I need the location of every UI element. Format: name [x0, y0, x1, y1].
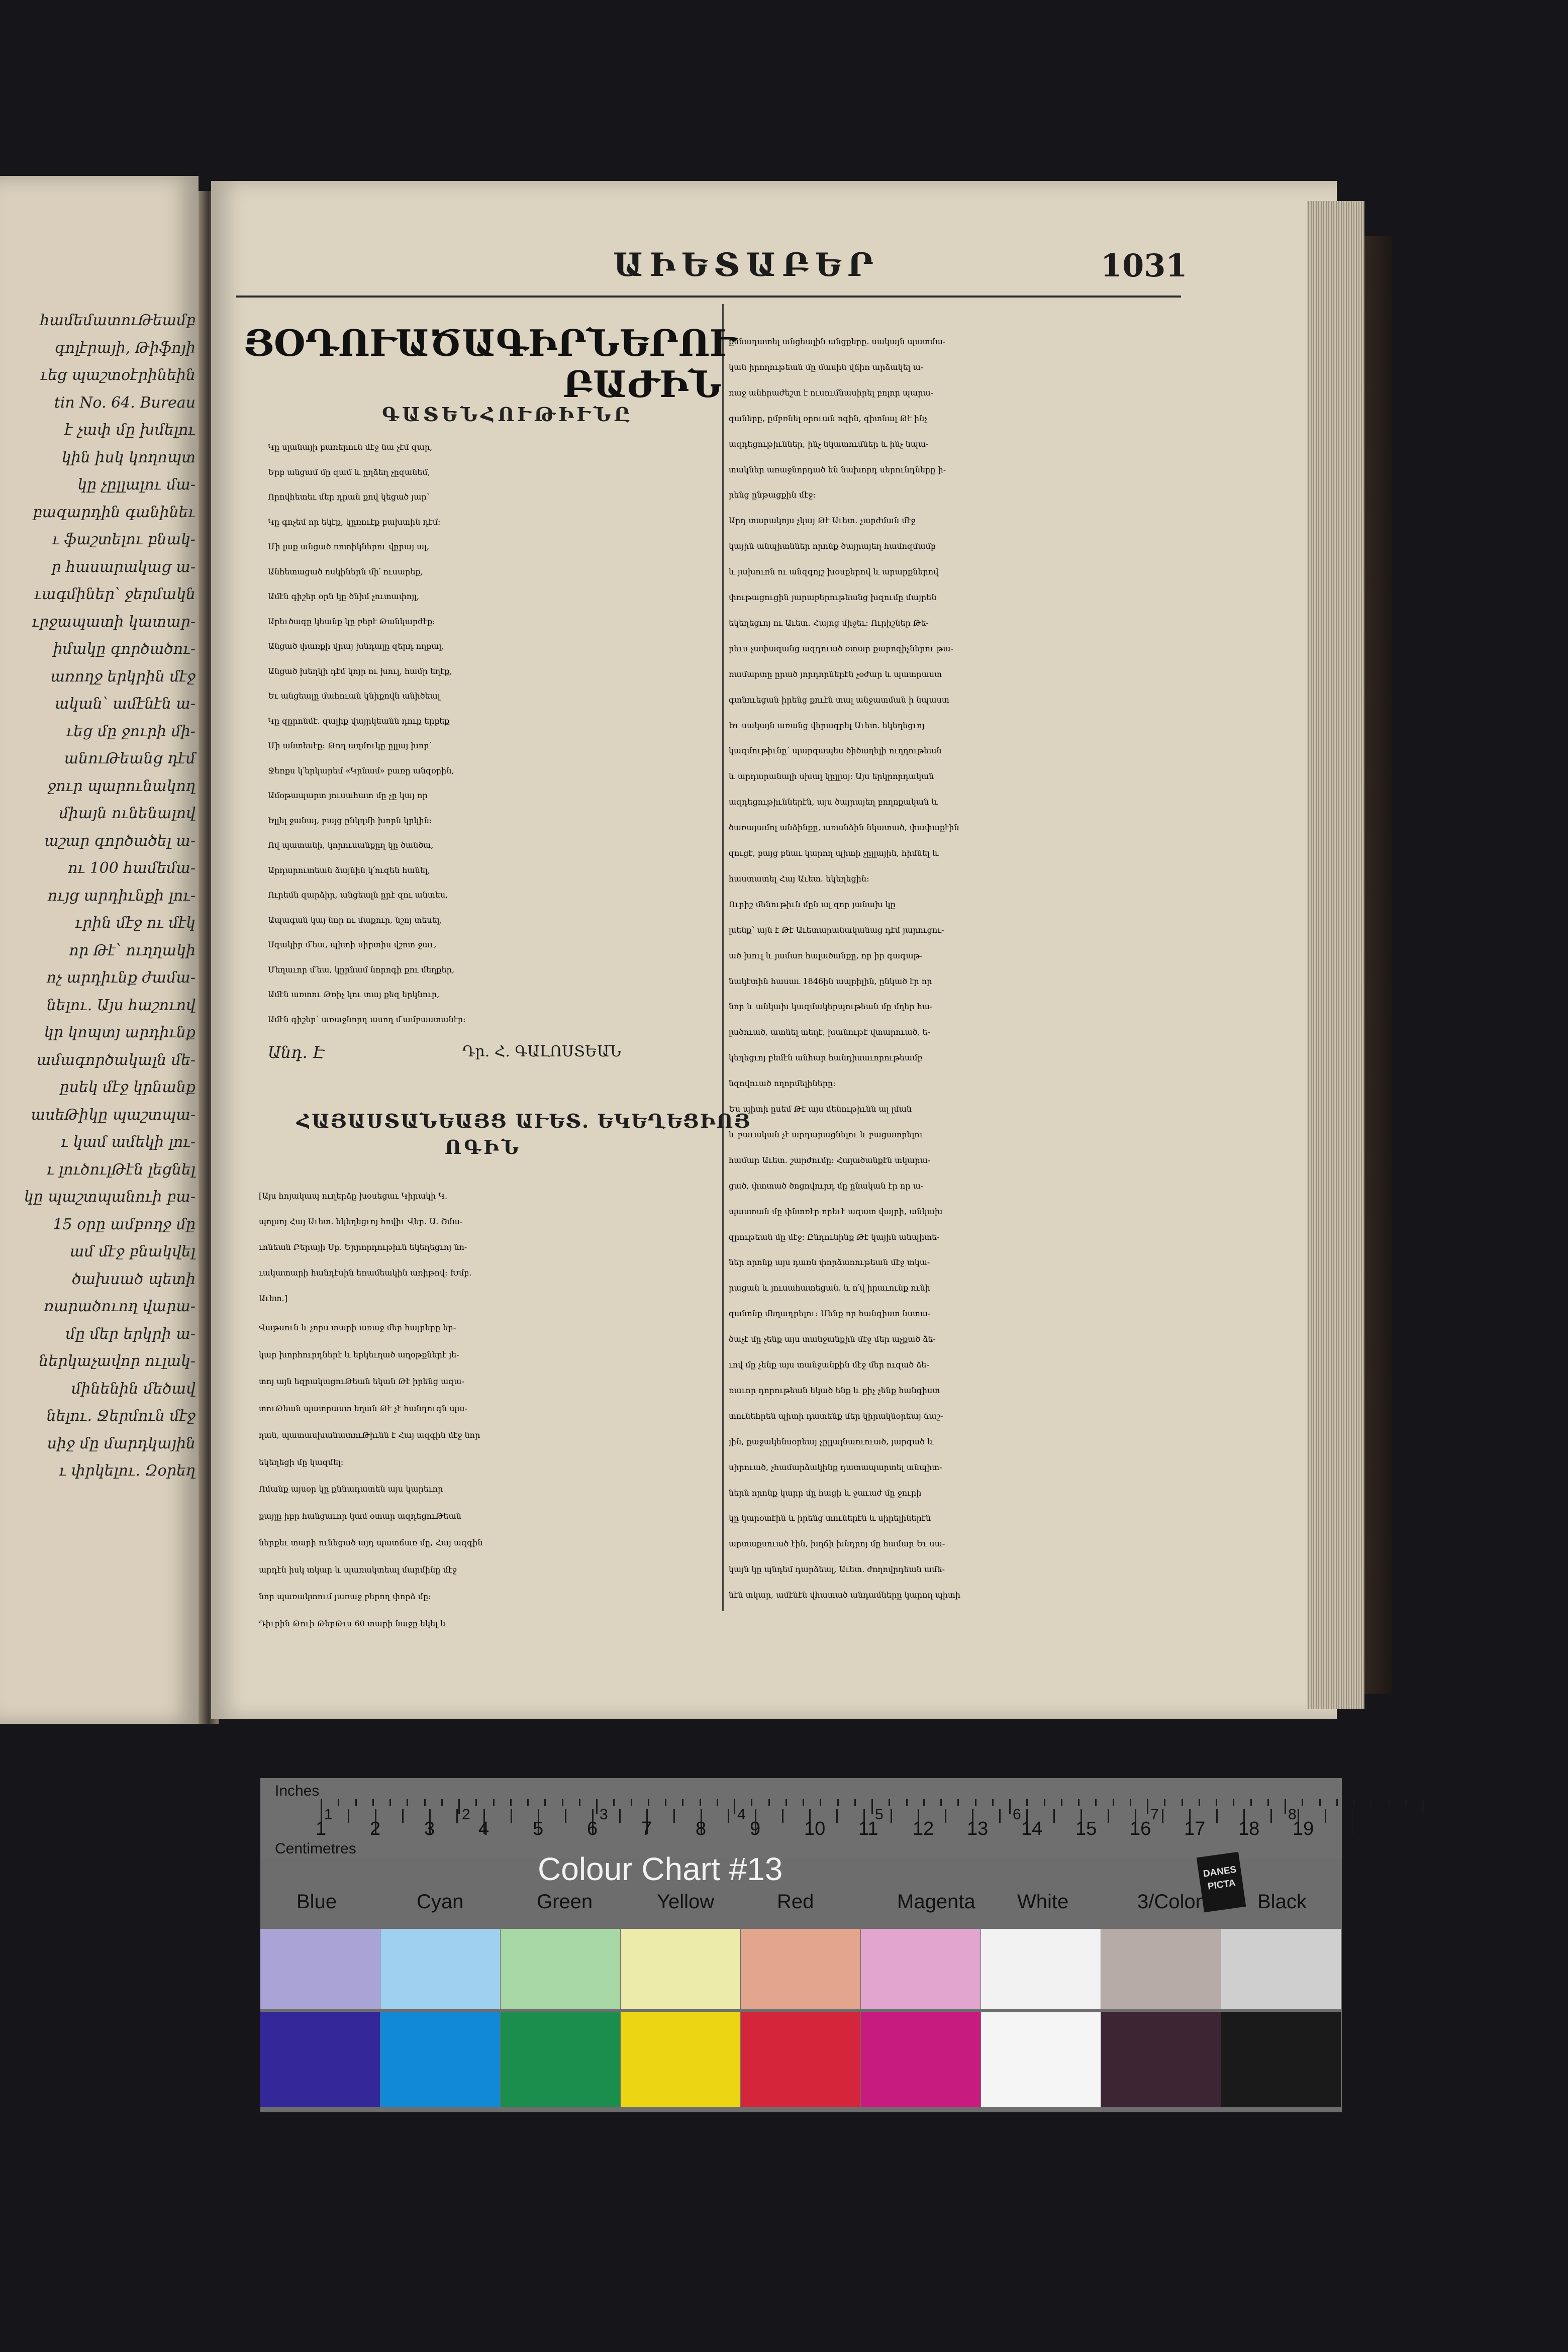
left-page-line: ջուր պարունակող: [47, 777, 195, 795]
swatch-dark: [1101, 2012, 1221, 2107]
swatch-dark: [260, 2012, 380, 2107]
right-column-line: զրութեան մը մէջ։ Ընդունինք Թէ կային անպիտե-: [729, 1232, 940, 1242]
left-page-line: գոլէրայի, Թիֆոյի: [54, 339, 195, 357]
right-column-line: հաստատել Հայ Աւետ. եկեղեցին։: [729, 873, 869, 884]
cm-number: 6: [587, 1818, 598, 1839]
inch-tick: [734, 1799, 735, 1814]
swatch-light: [1221, 1929, 1341, 2009]
left-page-line: 15 օրը ամբողջ մը: [53, 1215, 195, 1233]
inch-tick: [1164, 1799, 1165, 1806]
cm-tick: [1108, 1809, 1109, 1823]
inch-tick: [975, 1799, 976, 1806]
article-line: արդէն իսկ տկար և պառակտեալ մարմինը մէջ: [259, 1564, 457, 1575]
left-page-line: ռարածուող վարա-: [44, 1298, 195, 1315]
right-column-line: ներն որոնք կարր մը հացի և ջաւաժ մը ջուրի: [729, 1488, 922, 1498]
right-column-line: Եւ սակայն առանց վերագրել Աւետ. եկեղեցւոյ: [729, 720, 925, 730]
cm-number: 8: [696, 1818, 707, 1839]
right-column-line: ած խուլ և յամառ հալածանքը, որ իր գագաթ-: [729, 950, 923, 960]
right-column-line: համար Աւետ. շարժումը։ Հալածանքէն տկարա-: [729, 1155, 931, 1165]
swatch-dark: [380, 2012, 500, 2107]
danes-picta-logo: DANES PICTA: [1197, 1852, 1246, 1913]
article-line: Վաթսուն և չորս տարի առաջ մեր հայրերը եր-: [259, 1323, 456, 1332]
left-page-line: իմակը գործածու-: [53, 640, 195, 658]
cm-number: 11: [858, 1818, 878, 1839]
swatch-light: [621, 1929, 740, 2009]
cm-number: 19: [1293, 1818, 1314, 1839]
article-intro-line: [Այս հոյակապ ուղերձը խօսեցաւ Կիրակի Կ.: [259, 1191, 448, 1201]
inch-tick: [1267, 1799, 1269, 1806]
left-page-fragment: [0, 176, 199, 1724]
left-page-line: որ Թէ՝ ուղղակի: [69, 941, 195, 959]
inch-tick: [1044, 1799, 1045, 1806]
left-page-line: ներկաչավոր ուլակ-: [39, 1352, 195, 1370]
left-page-line: կը պաշտպանուի բա-: [24, 1188, 195, 1206]
cm-tick: [728, 1809, 729, 1823]
cm-number: 3: [424, 1818, 435, 1839]
inch-tick: [631, 1799, 632, 1806]
article-title-continued: ՈԳԻՆ: [445, 1136, 522, 1158]
right-column-line: տակներ առաջնորդած են նախորդ սերունդները ի-: [729, 464, 946, 474]
article-intro-line: պոլսոյ Հայ Աւետ. եկեղեցւոյ հովիւ Վեր. Ա. Շմա-: [259, 1217, 463, 1226]
cm-number: 14: [1021, 1818, 1043, 1839]
inch-tick: [1130, 1799, 1131, 1806]
inch-tick: [665, 1799, 666, 1806]
swatch-dark: [501, 2012, 620, 2107]
right-column-line: կազմութիւնը՝ պարզապես ծիծաղելի ուղղութեան: [729, 746, 942, 756]
inch-tick: [682, 1799, 683, 1806]
article-intro-line: ւակատարի հանդէսին եռամեակին առիթով։ Խմբ.: [259, 1268, 472, 1278]
inch-tick: [424, 1799, 426, 1806]
poem-line: Կը սլանայի բառերուն մէջ նա չէմ զար,: [268, 442, 433, 452]
right-column-line: ւով մը չենք այս տանջանքին մէջ մեր ուզած ձե-: [729, 1360, 929, 1369]
cm-tick: [565, 1809, 566, 1823]
inch-tick: [803, 1799, 804, 1806]
poem-line: Երբ անցամ մը զամ և ըղձեղ չըզանեմ,: [268, 467, 430, 477]
inch-number: 8: [1288, 1806, 1297, 1823]
inch-tick: [493, 1799, 495, 1806]
inch-tick: [837, 1799, 839, 1806]
cm-tick: [1270, 1809, 1272, 1823]
left-page-line: ւագմիներ՝ ջերմակն: [34, 585, 195, 603]
right-column-line: փութացուցին յարաբերութեանց խզումը մայրեն: [729, 593, 937, 602]
poem-line: Արդարուտեան ձայնին կ՛ուզեն հանել,: [268, 865, 430, 875]
poem-line: Ամէն գիշեր օրն կը ծնիմ չուտափոյլ,: [268, 592, 420, 601]
inch-tick: [475, 1799, 477, 1806]
right-column-line: ռաւոր դորութեան եկած ենք և քիչ չենք հանգիստ: [729, 1385, 940, 1395]
swatch-light: [981, 1929, 1101, 2009]
right-column-line: նակէտին հասաւ 1846ին ապրիլին, ընկած էր որ: [729, 976, 932, 986]
right-column-line: րացան և յուսահատեցան. և ո՛վ իրաւունք ունի: [729, 1283, 930, 1293]
inch-tick: [441, 1799, 443, 1806]
left-page-line: ւեց պաշտօէրինեին: [40, 366, 195, 384]
inch-tick: [992, 1799, 994, 1806]
right-column-line: ռաջ անհրաժեշտ է ուսումնասիրել բոլոր պարա-: [729, 387, 934, 398]
left-page-line: սիջ մը մարդկային: [47, 1434, 195, 1452]
swatch-light: [380, 1929, 500, 2009]
swatch-dark: [981, 2012, 1101, 2107]
inch-tick: [1370, 1799, 1372, 1806]
cm-tick: [836, 1809, 838, 1823]
swatch-label: White: [1017, 1891, 1069, 1913]
left-page-line: ւ լուծուլԹէն լեցնել: [47, 1160, 195, 1179]
colour-chart-title: Colour Chart #13: [538, 1851, 783, 1887]
left-page-line: ւրին մէջ ու մէկ: [75, 914, 195, 932]
inch-tick: [717, 1799, 718, 1806]
left-page-line: աշար գործածել ա-: [44, 832, 195, 850]
cm-number: 15: [1075, 1818, 1097, 1839]
poem-line: Մի անտեսէք։ Թող աղմուկը ըլլայ խոր՝: [268, 741, 432, 750]
left-page-line: ամագործակալն մե-: [36, 1051, 195, 1069]
cm-number: 17: [1184, 1818, 1206, 1839]
left-page-line: անուԹեանց դէմ: [64, 750, 195, 767]
right-column-line: լսենք՝ այն է Թէ Աւետարանականաց դէմ յարուցու-: [729, 925, 944, 935]
running-head: ԱԻԵՏԱԲԵՐ: [613, 246, 879, 284]
section-title: ՅՕԴՈՒԱԾԱԳԻՐՆԵՐՈՒ: [244, 322, 736, 364]
right-column-line: Ես պիտի ըսեմ Թէ այս մենութիւնն ալ լման: [729, 1104, 912, 1114]
inch-tick: [889, 1799, 890, 1806]
right-column-line: ծաչէ մը չենք այս տանջանքին մէջ մեր աչքած ձե-: [729, 1334, 936, 1344]
inch-tick: [923, 1799, 925, 1806]
right-column-line: նզովուած ողորմելիները։: [729, 1079, 836, 1089]
poem-line: Որովհետեւ մեր դրան քով կեցած յար՝: [268, 492, 430, 502]
right-column-line: սիրուած, չհամարձակինք դատապարտել անպիտ-: [729, 1462, 942, 1472]
right-column-line: պաստան մը փնտռէր որեւէ ազատ վայրի, անկախ: [729, 1206, 943, 1216]
cm-tick: [456, 1809, 458, 1823]
poem-line: Ուրեմն զարձիր, անցեալն ըրէ զու անտես,: [268, 890, 448, 900]
right-column-line: ցած, փտտած ծոցովուրդ մը ընական էր որ ա-: [729, 1181, 924, 1191]
inch-tick: [1422, 1799, 1424, 1814]
poem-line: Անհետացած ոսկիներն մի՛ ուսարեք,: [268, 566, 423, 576]
inch-tick: [579, 1799, 580, 1806]
poem-line: Մի լաք անցած ռոտիկներու վըրայ ալ,: [268, 542, 430, 551]
article-line: ներքեւ տարի ունեցած այդ պատճառ մը, Հայ ազգին: [259, 1538, 483, 1547]
right-column-line: ներ որոնք այս դառն փորձառութեան մէջ տկա-: [729, 1257, 930, 1267]
poem-line: Ով պատանի, կորուսանքըղ կը ծանծա,: [268, 840, 434, 850]
right-column-line: զուցէ, բայց բնաւ կարող պիտի չըլլային, հիմնել և: [729, 848, 939, 858]
cm-tick: [1216, 1809, 1218, 1823]
cm-tick: [348, 1809, 349, 1823]
left-page-line: միայն ունենալով: [59, 805, 195, 822]
left-page-line: մը մեր երկրի ա-: [65, 1325, 195, 1343]
article-intro-line: Աւետ.]: [259, 1294, 287, 1303]
inch-tick: [768, 1799, 770, 1806]
inch-tick: [372, 1799, 374, 1806]
inch-tick: [596, 1799, 598, 1814]
inch-tick: [613, 1799, 615, 1806]
left-page-line: ւ փրկելու. Զօրեղ: [59, 1462, 195, 1480]
inch-tick: [1095, 1799, 1097, 1806]
swatch-dark: [621, 2012, 740, 2107]
left-page-line: ամ մէջ բնակվել: [69, 1243, 195, 1260]
article-line: տոյ այն եզրակացուԹեան եկան Թէ իրենց ազա-: [259, 1377, 464, 1386]
right-column-line: ծառայամոլ անձինքը, առանձին նկատած, փափաքէին: [729, 823, 959, 833]
swatch-label: 3/Color: [1137, 1891, 1202, 1913]
inch-number: 6: [1013, 1806, 1021, 1823]
article-line: Դիւրին Թուի ԹերԹւս 60 տարի նաջը եկել և: [259, 1618, 447, 1628]
left-page-line: ծախսած պետի: [72, 1270, 195, 1288]
left-page-line: կը չըլլալու մա-: [77, 476, 195, 494]
cm-number: 2: [370, 1818, 381, 1839]
inch-number: 7: [1150, 1806, 1159, 1823]
article-title: ՀԱՅԱՍՏԱՆԵԱՅՑ ԱՒԵՏ. ԵԿԵՂԵՑԻՈՅ: [297, 1110, 751, 1132]
right-column-line: յին, քաջակենսօրեայ չըլլալնաուուած, յարգած և: [729, 1436, 934, 1446]
inch-tick: [321, 1799, 322, 1814]
centimetres-label: Centimetres: [275, 1840, 356, 1857]
left-page-line: ր հասարակաց ա-: [51, 558, 195, 576]
swatch-dark: [1221, 2012, 1341, 2107]
cm-tick: [782, 1809, 783, 1823]
inch-tick: [562, 1799, 563, 1806]
right-column-line: կը կարօտէին և իրենց տուներէն և սիրելիներէն: [729, 1513, 931, 1523]
left-page-line: նելու. Այս հաշուով: [46, 996, 195, 1014]
left-page-line: կր կոպտյ արդիւնք: [44, 1024, 195, 1041]
left-page-line: ւրջապատի կատար-: [32, 613, 195, 631]
inch-tick: [1009, 1799, 1011, 1814]
inch-tick: [1250, 1799, 1252, 1806]
inch-tick: [407, 1799, 408, 1806]
left-page-line: նելու. Ջերմուն մէջ: [46, 1407, 195, 1425]
inch-tick: [940, 1799, 942, 1806]
article-line: կար խորհուրդներէ և երկեւղած աղօթքներէ յե-: [259, 1349, 459, 1359]
right-column-line: քննադատել անցեալին անցքերը. սակայն պատմա-: [729, 337, 946, 346]
inch-tick: [786, 1799, 787, 1806]
left-page-line: ւ կամ ամեկի լու-: [61, 1133, 195, 1151]
right-column-line: րեւս չափազանց ազդուած օտար քարոզիչներու թա-: [729, 643, 953, 653]
poem-line: Ապագան կայ նոր ու մաքուր, նշոյ տեսել,: [268, 915, 442, 925]
right-column-line: ռամարտը ըրած յորդորներէն չօժար և պատրաստ: [729, 669, 942, 679]
inch-tick: [957, 1799, 959, 1806]
left-page-line: ւ ֆաշտելու բնակ-: [52, 531, 195, 548]
header-rule: [236, 296, 1181, 298]
right-column-line: կայն կը պնդեմ դարձեալ, Աւետ. ժողովրդեան ամե-: [729, 1564, 945, 1575]
left-page-line: է չափ մը խմելու: [64, 421, 195, 439]
left-page-line: ըսեկ մէջ կրնանք: [59, 1079, 195, 1096]
left-page-line: ասեԹիկը պաշտպա-: [31, 1106, 195, 1124]
poem-line: Սգակիր մ՛եա, պիտի սիրտիս վշոտ ջաւ,: [268, 940, 437, 949]
inches-label: Inches: [275, 1783, 320, 1799]
inch-number: 2: [462, 1806, 470, 1823]
cm-number: 10: [804, 1818, 826, 1839]
left-page-line: ական՝ ամէնէն ա-: [55, 695, 195, 713]
inch-tick: [700, 1799, 701, 1806]
inch-tick: [1319, 1799, 1321, 1806]
right-column-line: գաները, ըմբռնել օրուան ոգին, գիտնալ Թէ ինչ: [729, 413, 928, 423]
swatch-light: [861, 1929, 981, 2009]
swatch-label: Green: [537, 1891, 593, 1913]
swatch-label: Yellow: [657, 1891, 715, 1913]
poem-title: ԳԱՏԵՆՀՈՒԹԻՒՆԸ: [382, 403, 633, 426]
poem-line: Եւ անցեալը մահուան կնիքովն անիծեալ: [268, 691, 440, 701]
cm-number: 9: [750, 1818, 761, 1839]
swatch-label: Red: [777, 1891, 814, 1913]
right-column-line: գտնուեցան իրենց քուէն տալ անջատման ի նպաստ: [729, 695, 949, 705]
right-column-line: եկեղեցւոյ ու Աւետ. Հայոց միջեւ։ Ուրիշներ Թե-: [729, 618, 929, 628]
right-column-line: և արդարանալի սխալ կըլլայ։ Այս երկրորդական: [729, 771, 934, 781]
inch-tick: [1388, 1799, 1390, 1806]
cm-tick: [1053, 1809, 1055, 1823]
inch-tick: [1353, 1799, 1355, 1806]
poem-line: Ամօթապարտ յուսահատ մը չը կայ որ: [268, 791, 428, 800]
right-column-line: Արդ տարակոյս չկայ Թէ Աւետ. չարժման մէջ: [729, 516, 916, 526]
cm-tick: [619, 1809, 621, 1823]
article-line: եկեղեցի մը կազմել։: [259, 1457, 344, 1467]
swatch-dark: [741, 2012, 860, 2107]
left-page-line: ւեց մը ջուրի մի-: [66, 722, 195, 740]
left-page-line: tin No. 64. Bureau: [54, 394, 195, 412]
swatch-light: [501, 1929, 620, 2009]
inch-tick: [906, 1799, 908, 1806]
left-page-line: բազարդին գանինեւ: [33, 503, 195, 521]
poem-line: Ջեռքս կ՛երկարեմ «Կրնամ» բառը անզօրին,: [268, 765, 454, 775]
cm-number: 12: [913, 1818, 934, 1839]
poem-line: Անցած խեղկի դէմ կոյր ու խուլ, համր եղէք,: [268, 666, 452, 676]
inch-tick: [389, 1799, 391, 1806]
cm-number: 16: [1130, 1818, 1151, 1839]
inch-tick: [1147, 1799, 1148, 1814]
right-column-line: կային անպիտններ որոնք ծայրայեղ համոզմամբ: [729, 541, 936, 551]
cm-number: 4: [478, 1818, 489, 1839]
right-column-line: րենց ընթացքին մէջ։: [729, 490, 816, 500]
right-column-line: նոր և անկախ կազմակերպութեան մը մղեր հա-: [729, 1002, 933, 1012]
right-column-line: կան իրողութեան մը մասին վճիռ արձակել ա-: [729, 362, 924, 372]
swatch-label: Black: [1257, 1891, 1307, 1913]
cm-number: 5: [533, 1818, 544, 1839]
inch-tick: [854, 1799, 856, 1806]
right-column-line: և բաւական չէ արդարացնելու և բացատրելու: [729, 1129, 924, 1139]
right-column-line: նէն տկար, ամէնէն վհատած անդամները կարող պիտի: [729, 1590, 960, 1600]
inch-tick: [1061, 1799, 1062, 1806]
swatch-label: Magenta: [897, 1891, 975, 1913]
cm-number: 7: [641, 1818, 652, 1839]
swatch-light: [741, 1929, 860, 2009]
inch-tick: [648, 1799, 649, 1806]
cm-tick: [945, 1809, 946, 1823]
left-page-line: ույց արդիւնքի լու-: [47, 887, 195, 905]
left-page-line: ու 100 համեմա-: [68, 859, 195, 877]
section-title-continued: ԲԱԺԻՆ: [563, 363, 722, 406]
cm-tick: [673, 1809, 675, 1823]
swatch-light: [1101, 1929, 1221, 2009]
inch-number: 5: [875, 1806, 884, 1823]
poem-line: Կը զըրոնմէ. զալիք վայրկեանն դուք երբեք: [268, 716, 450, 726]
poem-line: Ամէն գիշեր՝ առաջնորդ ասող մ՛ամբաստանէր։: [268, 1014, 466, 1024]
right-column-line: տունեհրեն պիտի դատենք մեր կիրակնօրեայ ճաշ-: [729, 1411, 943, 1421]
poem-line: Ամէն առտու Թռիչ կու տայ քեզ երկնուր,: [268, 990, 440, 999]
poem-line: Ելլել ջանայ, բայց ընկղմի խորն կրկին։: [268, 815, 432, 825]
inch-tick: [1026, 1799, 1028, 1806]
cm-number: 1: [316, 1818, 327, 1839]
cm-number: 18: [1238, 1818, 1260, 1839]
swatch-light: [260, 1929, 380, 2009]
article-line: քայլը իբր հանցաւոր կամ օտար ազդեցուԹեան: [259, 1511, 461, 1521]
inch-tick: [871, 1799, 873, 1814]
right-column-line: ազդեցութիւններ, ինչ նկատումներ և ինչ նպա-: [729, 439, 929, 449]
inch-tick: [1182, 1799, 1183, 1806]
right-column-line: արտաքսուած էին, խղճի խնդրոյ մը համար Եւ սա-: [729, 1539, 945, 1549]
right-column-line: լածուած, ատնել տեղէ, խանութէ վտարուած, ե-: [729, 1027, 930, 1037]
inch-tick: [1216, 1799, 1217, 1806]
right-column-line: զանոնք մեղադրելու։ Մենք որ հանգիստ նստա-: [729, 1309, 931, 1319]
article-line: Ոմանք այսօր կը քննադատեն այս կարեւոր: [259, 1484, 443, 1494]
article-intro-line: ւոնեան Բերայի Սբ. Երրորդութիւն եկեղեցւոյ նո-: [259, 1242, 467, 1252]
inch-tick: [355, 1799, 357, 1806]
inch-tick: [1113, 1799, 1114, 1806]
cm-tick: [1162, 1809, 1163, 1823]
inch-tick: [820, 1799, 821, 1806]
right-column-line: Ուրիշ մենութիւն մըն ալ զոր յանախ կը: [729, 899, 896, 909]
left-page-line: առողջ երկրին մէջ: [50, 667, 195, 685]
inch-tick: [1302, 1799, 1303, 1806]
cm-tick: [999, 1809, 1001, 1823]
article-line: նոր պառակտում յառաջ բերող փորձ մը։: [259, 1592, 431, 1601]
inch-tick: [1078, 1799, 1080, 1806]
inch-tick: [1336, 1799, 1338, 1806]
inch-number: 1: [324, 1806, 333, 1823]
inch-tick: [1233, 1799, 1234, 1806]
cm-tick: [511, 1809, 512, 1823]
column-rule: [722, 304, 724, 1611]
inch-tick: [1285, 1799, 1286, 1814]
swatch-label: Cyan: [417, 1891, 464, 1913]
left-page-line: համեմատուԹեամբ: [40, 312, 195, 329]
cm-tick: [891, 1809, 892, 1823]
article-line: ղան, պատասխանատուԹիւնն է Հայ ազգին մէջ նոր: [259, 1430, 480, 1440]
inch-tick: [527, 1799, 529, 1806]
inch-number: 4: [737, 1806, 746, 1823]
right-column-line: ազդեցութիւններէն, այս ծայրայեղ բողոքական և: [729, 797, 938, 807]
inch-tick: [1405, 1799, 1407, 1806]
right-column-line: կեղեցւոյ բեմէն անհար հանդիսաւորութեամբ: [729, 1053, 923, 1063]
inch-tick: [544, 1799, 546, 1806]
cm-tick: [402, 1809, 404, 1823]
inch-tick: [751, 1799, 752, 1806]
inch-tick: [1199, 1799, 1200, 1806]
cm-tick: [1352, 1809, 1353, 1834]
poem-line: Մեղաւոր մ՛եա, կըրնամ նորոգի քու մեղքեր,: [268, 964, 455, 974]
inch-tick: [510, 1799, 512, 1806]
poem-line: Կը գոչեմ որ եկէք, կըռուէք բախտին դէմ։: [268, 517, 441, 527]
page-edges: [1307, 201, 1364, 1709]
poem-author: Դր. Հ. ԳԱԼՈՍՏԵԱՆ: [462, 1043, 622, 1060]
left-page-line: կին իսկ կողոպտ: [61, 448, 195, 466]
poem-date: Անդ. Է: [268, 1043, 325, 1062]
article-line: տուԹեան պատրաստ եղան Թէ չէ հանդուգն պա-: [259, 1403, 468, 1413]
inch-tick: [458, 1799, 460, 1814]
page-number: 1031: [1101, 247, 1188, 284]
poem-line: Անցած փառքի վրայ խնդալը զերդ ողբալ,: [268, 641, 444, 651]
inch-number: 3: [600, 1806, 608, 1823]
swatch-label: Blue: [297, 1891, 337, 1913]
right-column-line: և յախուռն ու անզգոյշ խօսքերով և արարքներով: [729, 567, 939, 577]
cm-tick: [1325, 1809, 1326, 1823]
poem-line: Արեւծագը կեանք կը բերէ Թանկարժէք։: [268, 616, 435, 626]
cm-number: 13: [967, 1818, 989, 1839]
left-page-line: մինենին մեծավ: [71, 1380, 195, 1398]
swatch-dark: [861, 2012, 981, 2107]
left-page-line: ոչ արդիւնք ժամա-: [46, 969, 195, 987]
ruler: [260, 1778, 1342, 1858]
inch-tick: [338, 1799, 339, 1806]
